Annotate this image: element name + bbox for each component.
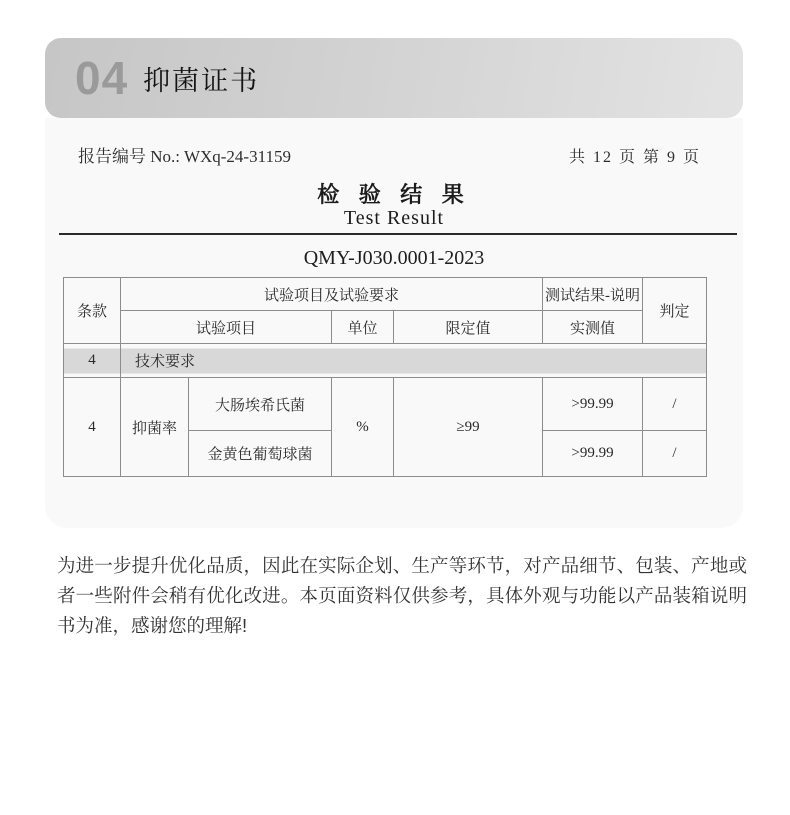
table-section-row	[64, 344, 707, 378]
cell-bacteria-1: 大肠埃希氏菌	[189, 378, 332, 431]
cell-measured-2: >99.99	[543, 431, 643, 477]
cell-section-label: 技术要求	[121, 344, 707, 378]
divider-line	[59, 233, 737, 235]
section-header-band	[45, 38, 743, 118]
th-judgement: 判定	[643, 278, 707, 344]
table-header-row-2	[64, 311, 707, 344]
th-measured: 实测值	[543, 311, 643, 344]
table-data-row-1	[64, 378, 707, 431]
th-test-item: 试验项目	[121, 311, 332, 344]
result-title-cn: 检 验 结 果	[317, 182, 471, 207]
cell-measured-1: >99.99	[543, 378, 643, 431]
table-header-row-1	[64, 278, 707, 311]
th-unit: 单位	[332, 311, 394, 344]
th-clause: 条款	[64, 278, 121, 344]
cell-limit: ≥99	[394, 378, 543, 477]
cell-clause: 4	[64, 378, 121, 477]
certificate-card	[45, 118, 743, 528]
section-title: 抑菌证书	[143, 65, 260, 96]
section-number: 04	[75, 52, 129, 104]
cell-test-item: 抑菌率	[121, 378, 189, 477]
results-table	[63, 277, 707, 477]
cell-judgement-1: /	[643, 378, 707, 431]
page-count: 共 12 页 第 9 页	[568, 149, 701, 166]
disclaimer-text: 为进一步提升优化品质，因此在实际企划、生产等环节，对产品细节、包装、产地或者一些附件会稍有优化改进。本页面资料仅供参考，具体外观与功能以产品装箱说明书为准，感谢您的理解!	[57, 555, 747, 636]
cell-unit: %	[332, 378, 394, 477]
cell-bacteria-2: 金黄色葡萄球菌	[189, 431, 332, 477]
th-limit: 限定值	[394, 311, 543, 344]
th-result-note: 测试结果-说明	[543, 278, 643, 311]
report-number: 报告编号 No.: WXq-24-31159	[78, 147, 291, 166]
cell-judgement-2: /	[643, 431, 707, 477]
report-header-row	[78, 142, 701, 167]
result-title-en: Test Result	[343, 207, 445, 229]
standard-number: QMY-J030.0001-2023	[303, 247, 485, 269]
th-test-items-requirements: 试验项目及试验要求	[121, 278, 543, 311]
cell-section-clause: 4	[64, 344, 121, 378]
